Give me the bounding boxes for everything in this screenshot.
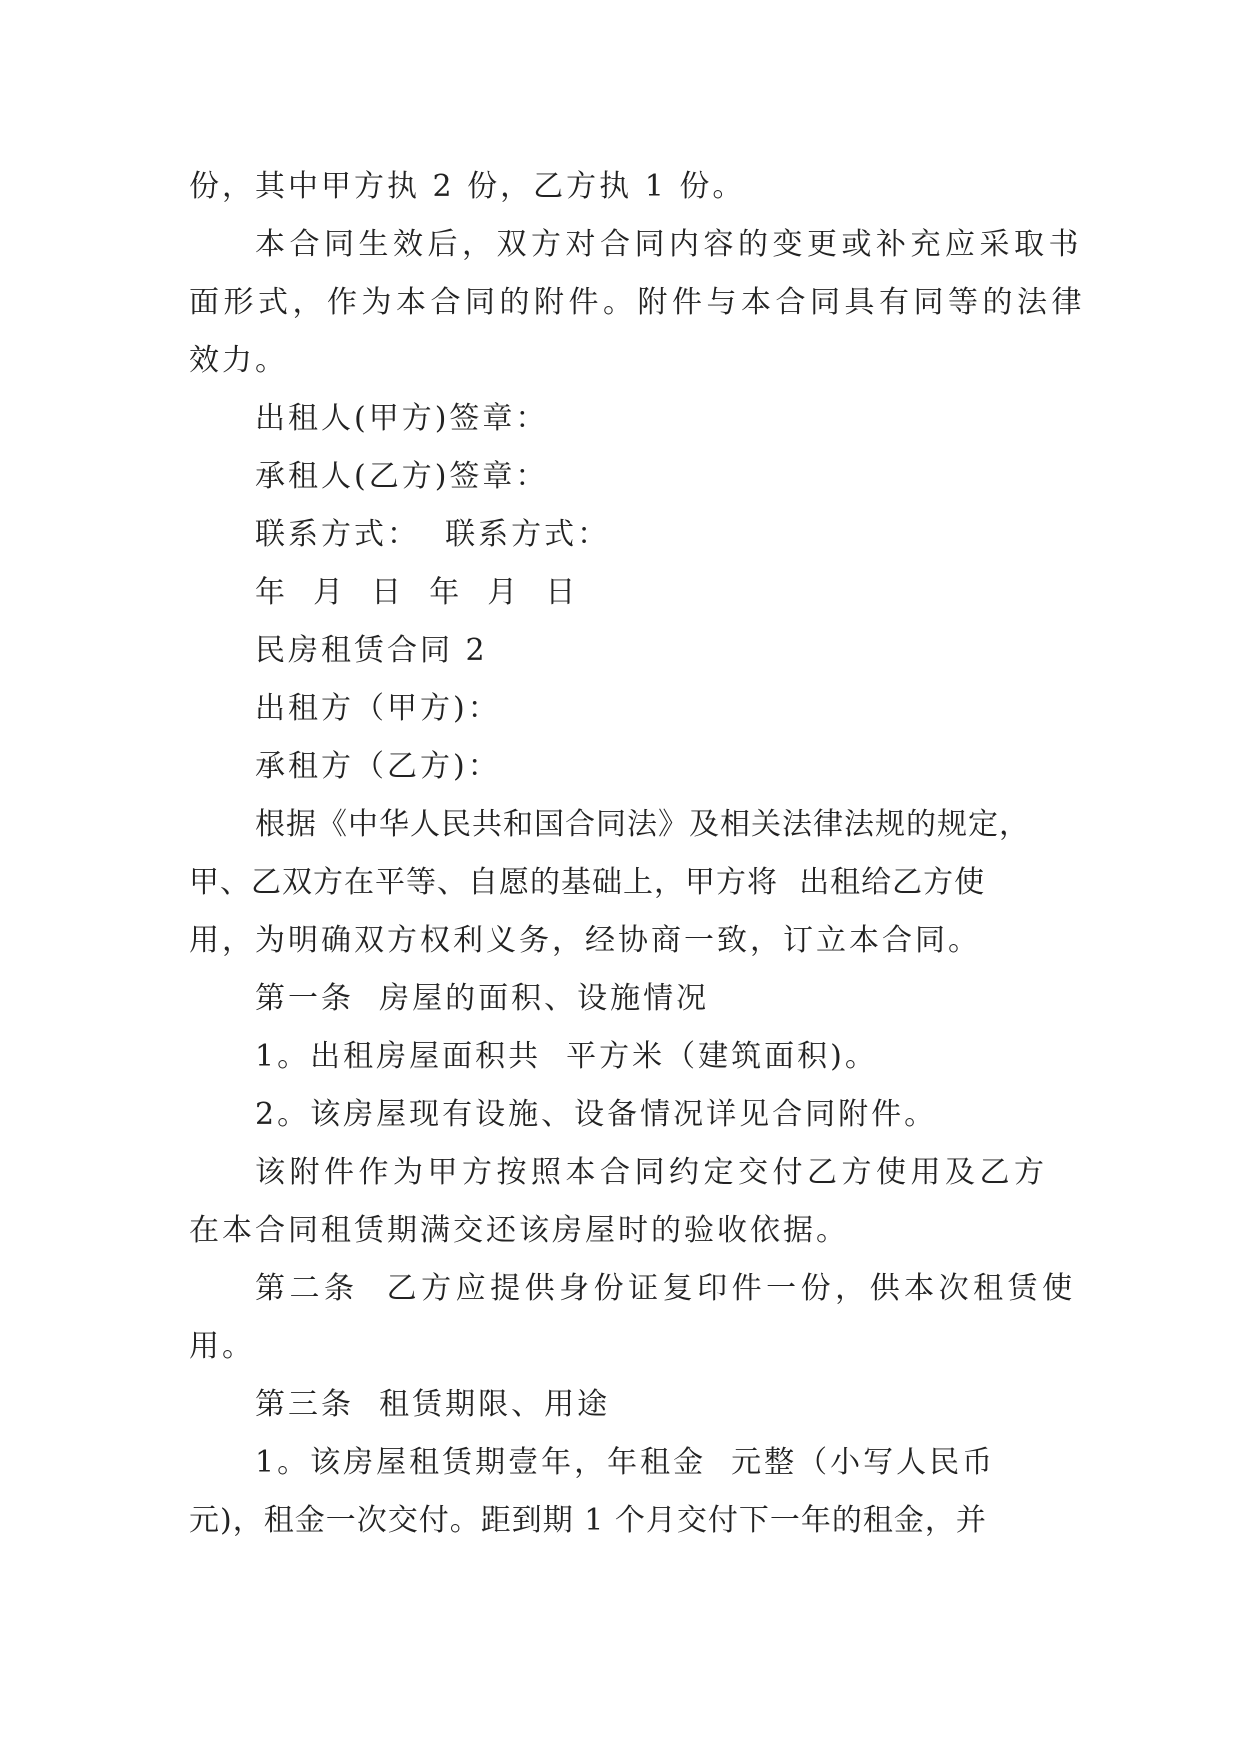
paragraph-line: 用。 xyxy=(189,1329,255,1364)
document-page xyxy=(189,158,1086,1550)
paragraph-line: 甲、乙双方在平等、自愿的基础上，甲方将 出租给乙方使 xyxy=(189,865,986,900)
contract-title: 民房租赁合同 2 xyxy=(255,633,488,668)
paragraph-line: 根据《中华人民共和国合同法》及相关法律法规的规定， xyxy=(255,807,1030,842)
paragraph-line: 份，其中甲方执 2 份，乙方执 1 份。 xyxy=(189,169,746,204)
paragraph-line: 元)，租金一次交付。距到期 1 个月交付下一年的租金，并 xyxy=(189,1503,987,1538)
contact-line: 联系方式： 联系方式： xyxy=(255,517,611,552)
paragraph-line: 用，为明确双方权利义务，经协商一致，订立本合同。 xyxy=(189,923,981,958)
paragraph-line: 该附件作为甲方按照本合同约定交付乙方使用及乙方 xyxy=(255,1155,1049,1190)
paragraph-line: 效力。 xyxy=(189,343,288,378)
paragraph-line: 本合同生效后，双方对合同内容的变更或补充应采取书 xyxy=(255,227,1083,262)
party-b-line: 承租方（乙方)： xyxy=(255,749,501,784)
list-item: 2。该房屋现有设施、设备情况详见合同附件。 xyxy=(255,1097,938,1132)
signature-line-lessor: 出租人(甲方)签章： xyxy=(255,401,549,436)
paragraph-line: 在本合同租赁期满交还该房屋时的验收依据。 xyxy=(189,1213,849,1248)
article-heading: 第三条 租赁期限、用途 xyxy=(255,1387,611,1422)
signature-line-lessee: 承租人(乙方)签章： xyxy=(255,459,549,494)
list-item: 1。该房屋租赁期壹年，年租金 元整（小写人民币 xyxy=(255,1445,996,1480)
paragraph-line: 面形式，作为本合同的附件。附件与本合同具有同等的法律 xyxy=(189,285,1086,320)
article-heading: 第一条 房屋的面积、设施情况 xyxy=(255,981,710,1016)
date-line: 年 月 日 年 月 日 xyxy=(255,575,579,610)
party-a-line: 出租方（甲方)： xyxy=(255,691,501,726)
list-item: 1。出租房屋面积共 平方米（建筑面积)。 xyxy=(255,1039,878,1074)
article-heading: 第二条 乙方应提供身份证复印件一份，供本次租赁使 xyxy=(255,1271,1077,1306)
